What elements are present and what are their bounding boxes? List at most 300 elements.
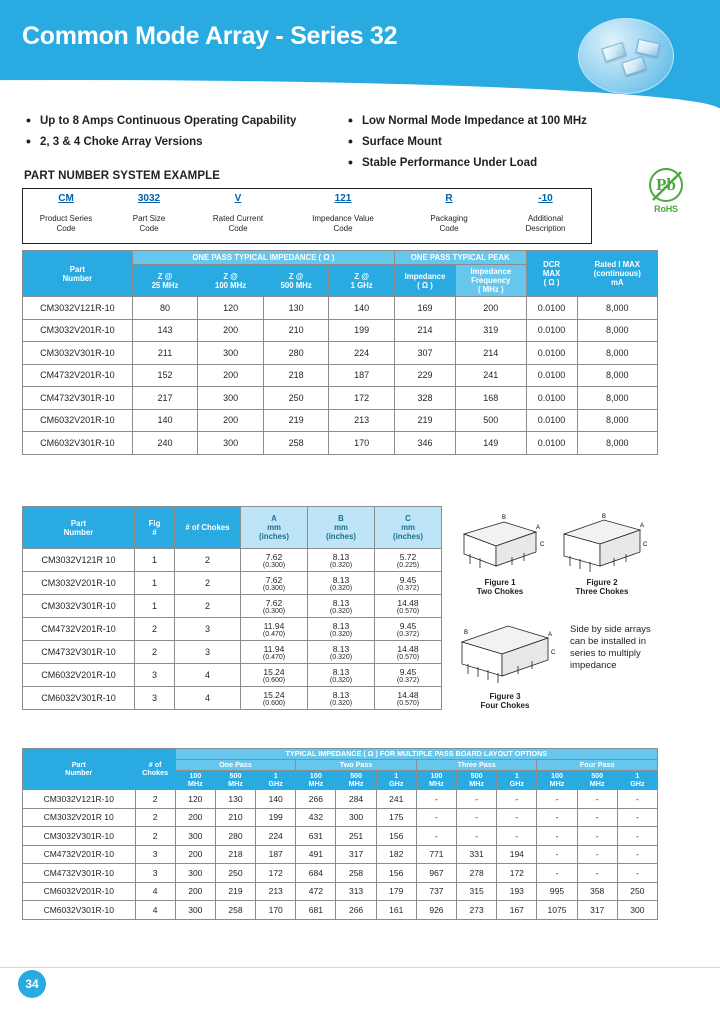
col-freq-500mhz: 500 MHz — [215, 771, 255, 790]
table-row — [23, 387, 658, 410]
cell-value: 8,000 — [577, 297, 657, 320]
cell-value: 300 — [336, 808, 376, 827]
table-row — [23, 882, 658, 901]
cell-value: 319 — [456, 319, 527, 342]
cell-part-number: CM4732V301R-10 — [23, 641, 135, 664]
cell-part-number: CM4732V201R-10 — [23, 845, 136, 864]
cell-value: 684 — [296, 864, 336, 883]
cell-value: 130 — [215, 790, 255, 809]
figures-area — [448, 506, 660, 736]
col-part-number: Part Number — [23, 251, 133, 297]
cell-value: 187 — [256, 845, 296, 864]
cell-value: 0.0100 — [526, 297, 577, 320]
cell-value: 8,000 — [577, 319, 657, 342]
cell-value: 300 — [198, 342, 264, 365]
cell-value: 179 — [376, 882, 416, 901]
cell-value: 2 — [175, 549, 241, 572]
svg-text:A: A — [548, 632, 553, 638]
cell-value: - — [497, 808, 537, 827]
table3-title: TYPICAL IMPEDANCE ( Ω ) FOR MULTIPLE PASS BOARD LAYOUT OPTIONS — [175, 749, 657, 760]
table-row — [23, 864, 658, 883]
cell-value: - — [617, 864, 657, 883]
cell-dimension: 15.24 (0.600) — [241, 664, 308, 687]
figure-1-caption — [456, 578, 544, 596]
cell-value: 172 — [329, 387, 395, 410]
cell-value: 213 — [329, 409, 395, 432]
cell-value: 219 — [263, 409, 329, 432]
pn-code: R — [445, 193, 453, 204]
table-row — [23, 687, 442, 710]
col-freq-500mhz: 500 MHz — [336, 771, 376, 790]
table-row — [23, 319, 658, 342]
cell-value: - — [416, 790, 456, 809]
cell-value: - — [577, 790, 617, 809]
cell-part-number: CM3032V301R-10 — [23, 827, 136, 846]
cell-value: 300 — [617, 901, 657, 920]
table-row — [23, 409, 658, 432]
col-num-chokes: # of Chokes — [175, 507, 241, 549]
cell-value: - — [537, 845, 577, 864]
pn-label: Part Size Code — [132, 214, 166, 233]
table-row — [23, 641, 442, 664]
cell-value: 214 — [394, 319, 455, 342]
cell-value: 1075 — [537, 901, 577, 920]
figure-3-caption — [456, 692, 554, 710]
cell-value: - — [617, 808, 657, 827]
cell-value: 200 — [198, 319, 264, 342]
cell-value: 2 — [135, 790, 175, 809]
figure-3-sub: Four Chokes — [480, 701, 530, 710]
cell-value: 172 — [497, 864, 537, 883]
cell-value: 2 — [135, 641, 175, 664]
cell-value: 199 — [256, 808, 296, 827]
cell-value: 210 — [263, 319, 329, 342]
figure-1-sub: Two Chokes — [476, 587, 524, 596]
pn-cell-packaging — [399, 189, 499, 243]
table-header-row — [23, 507, 442, 549]
side-note-text: Side by side arrays can be installed in series to multiply impedance — [570, 624, 651, 671]
cell-value: 194 — [497, 845, 537, 864]
cell-value: - — [577, 845, 617, 864]
cell-value: - — [617, 827, 657, 846]
cell-value: 967 — [416, 864, 456, 883]
cell-value: 300 — [198, 432, 264, 455]
cell-value: 0.0100 — [526, 387, 577, 410]
cell-value: 273 — [457, 901, 497, 920]
rohs-label: RoHS — [654, 204, 678, 214]
table-row — [23, 618, 442, 641]
figure-2-name: Figure 2 — [586, 578, 618, 587]
cell-value: 432 — [296, 808, 336, 827]
col-peak-impedance: Impedance ( Ω ) — [394, 265, 455, 297]
cell-value: 175 — [376, 808, 416, 827]
cell-value: 80 — [132, 297, 198, 320]
cell-value: 317 — [577, 901, 617, 920]
cell-value: 200 — [175, 882, 215, 901]
cell-value: 219 — [215, 882, 255, 901]
table-row — [23, 790, 658, 809]
table-row — [23, 808, 658, 827]
cell-value: 4 — [175, 664, 241, 687]
cell-value: 300 — [175, 901, 215, 920]
cell-value: - — [577, 864, 617, 883]
cell-part-number: CM6032V301R-10 — [23, 687, 135, 710]
svg-text:B: B — [502, 515, 507, 521]
cell-value: 3 — [175, 618, 241, 641]
pn-code: -10 — [538, 193, 553, 204]
cell-value: - — [537, 808, 577, 827]
chip-shape — [621, 56, 646, 76]
col-dim-a: A mm (inches) — [241, 507, 308, 549]
page-number: 34 — [18, 970, 46, 998]
table-row — [23, 664, 442, 687]
pn-code: CM — [58, 193, 74, 204]
cell-value: 170 — [256, 901, 296, 920]
cell-value: 284 — [336, 790, 376, 809]
cell-part-number: CM6032V301R-10 — [23, 901, 136, 920]
cell-value: - — [537, 827, 577, 846]
cell-value: 200 — [198, 364, 264, 387]
cell-value: 200 — [175, 845, 215, 864]
figure-1-name: Figure 1 — [484, 578, 516, 587]
cell-value: 500 — [456, 409, 527, 432]
cell-value: 219 — [394, 409, 455, 432]
cell-value: 172 — [256, 864, 296, 883]
cell-value: - — [457, 827, 497, 846]
svg-text:C: C — [540, 542, 545, 548]
svg-text:A: A — [536, 525, 541, 531]
cell-value: 300 — [198, 387, 264, 410]
cell-dimension: 9.45 (0.372) — [375, 618, 442, 641]
cell-value: 210 — [215, 808, 255, 827]
cell-value: 250 — [617, 882, 657, 901]
cell-dimension: 14.48 (0.570) — [375, 687, 442, 710]
cell-value: - — [497, 827, 537, 846]
cell-value: 161 — [376, 901, 416, 920]
cell-dimension: 8.13 (0.320) — [308, 549, 375, 572]
cell-value: 8,000 — [577, 409, 657, 432]
cell-value: 358 — [577, 882, 617, 901]
cell-value: 681 — [296, 901, 336, 920]
pn-code: 3032 — [137, 193, 161, 204]
svg-text:C: C — [551, 650, 556, 656]
cell-value: - — [497, 790, 537, 809]
cell-value: 491 — [296, 845, 336, 864]
product-photo — [578, 18, 674, 94]
cell-value: - — [457, 790, 497, 809]
cell-value: 737 — [416, 882, 456, 901]
cell-value: 182 — [376, 845, 416, 864]
cell-value: 300 — [175, 827, 215, 846]
cell-value: 317 — [336, 845, 376, 864]
bullets-left-column — [24, 114, 354, 156]
cell-dimension: 15.24 (0.600) — [241, 687, 308, 710]
pn-label: Additional Description — [525, 214, 566, 233]
cell-value: 995 — [537, 882, 577, 901]
cell-dimension: 7.62 (0.300) — [241, 549, 308, 572]
cell-part-number: CM4732V301R-10 — [23, 864, 136, 883]
table-row — [23, 549, 442, 572]
table-row — [23, 572, 442, 595]
col-freq-100mhz: 100 MHz — [416, 771, 456, 790]
cell-value: 241 — [376, 790, 416, 809]
cell-value: 149 — [456, 432, 527, 455]
table2-body — [23, 549, 442, 710]
impedance-table — [22, 250, 658, 455]
table-row — [23, 845, 658, 864]
figure-3-name: Figure 3 — [489, 692, 521, 701]
col-freq-1ghz: 1 GHz — [256, 771, 296, 790]
cell-value: - — [416, 808, 456, 827]
pn-cell-series — [23, 189, 109, 243]
cell-value: 8,000 — [577, 364, 657, 387]
cell-part-number: CM3032V201R-10 — [23, 572, 135, 595]
cell-value: - — [416, 827, 456, 846]
group-three-pass: Three Pass — [416, 760, 537, 771]
cell-dimension: 9.45 (0.372) — [375, 664, 442, 687]
cell-value: 300 — [175, 864, 215, 883]
cell-value: 218 — [263, 364, 329, 387]
cell-value: 241 — [456, 364, 527, 387]
cell-part-number: CM6032V301R-10 — [23, 432, 133, 455]
cell-value: 240 — [132, 432, 198, 455]
part-number-example-box — [22, 188, 592, 244]
cell-part-number: CM4732V201R-10 — [23, 364, 133, 387]
cell-value: 0.0100 — [526, 319, 577, 342]
table-row — [23, 827, 658, 846]
cell-value: 8,000 — [577, 387, 657, 410]
cell-value: 217 — [132, 387, 198, 410]
bullet-item: • Surface Mount — [346, 135, 696, 149]
cell-value: 2 — [135, 827, 175, 846]
cell-dimension: 9.45 (0.372) — [375, 572, 442, 595]
cell-dimension: 8.13 (0.320) — [308, 664, 375, 687]
figure-3-drawing — [452, 618, 562, 690]
cell-value: 200 — [198, 409, 264, 432]
pn-label: Packaging Code — [430, 214, 468, 233]
cell-part-number: CM6032V201R-10 — [23, 409, 133, 432]
cell-value: 250 — [263, 387, 329, 410]
pn-cell-additional — [499, 189, 592, 243]
cell-dimension: 11.94 (0.470) — [241, 618, 308, 641]
col-num-chokes: # of Chokes — [135, 749, 175, 790]
cell-part-number: CM4732V301R-10 — [23, 387, 133, 410]
cell-dimension: 8.13 (0.320) — [308, 618, 375, 641]
cell-dimension: 14.48 (0.570) — [375, 595, 442, 618]
multi-pass-table — [22, 748, 658, 920]
cell-value: - — [577, 808, 617, 827]
cell-value: 130 — [263, 297, 329, 320]
group-one-pass-impedance: ONE PASS TYPICAL IMPEDANCE ( Ω ) — [132, 251, 394, 265]
cell-value: 2 — [175, 572, 241, 595]
cell-part-number: CM6032V201R-10 — [23, 664, 135, 687]
col-peak-frequency: Impedance Frequency ( MHz ) — [456, 265, 527, 297]
cell-value: 315 — [457, 882, 497, 901]
svg-text:A: A — [640, 523, 645, 529]
cell-value: 224 — [256, 827, 296, 846]
bullet-item: • Up to 8 Amps Continuous Operating Capability — [24, 114, 354, 128]
table-row — [23, 901, 658, 920]
pn-label: Product Series Code — [39, 214, 93, 233]
cell-value: 2 — [175, 595, 241, 618]
cell-value: 313 — [336, 882, 376, 901]
cell-value: 0.0100 — [526, 342, 577, 365]
cell-value: 278 — [457, 864, 497, 883]
cell-value: 211 — [132, 342, 198, 365]
table3-body — [23, 790, 658, 920]
cell-value: 258 — [336, 864, 376, 883]
cell-part-number: CM6032V201R-10 — [23, 882, 136, 901]
bullet-item: • Stable Performance Under Load — [346, 156, 696, 170]
cell-value: 258 — [263, 432, 329, 455]
col-z-1ghz: Z @ 1 GHz — [329, 265, 395, 297]
col-z-100mhz: Z @ 100 MHz — [198, 265, 264, 297]
cell-value: 280 — [215, 827, 255, 846]
col-freq-100mhz: 100 MHz — [175, 771, 215, 790]
pn-code: V — [234, 193, 242, 204]
col-freq-1ghz: 1 GHz — [617, 771, 657, 790]
cell-value: 346 — [394, 432, 455, 455]
col-freq-500mhz: 500 MHz — [457, 771, 497, 790]
cell-part-number: CM3032V121R-10 — [23, 790, 136, 809]
cell-value: 266 — [336, 901, 376, 920]
bullet-item: • 2, 3 & 4 Choke Array Versions — [24, 135, 354, 149]
cell-value: 229 — [394, 364, 455, 387]
cell-value: 4 — [175, 687, 241, 710]
cell-dimension: 8.13 (0.320) — [308, 595, 375, 618]
cell-value: 8,000 — [577, 342, 657, 365]
col-freq-500mhz: 500 MHz — [577, 771, 617, 790]
pn-cell-impedance — [287, 189, 399, 243]
group-four-pass: Four Pass — [537, 760, 658, 771]
page-title: Common Mode Array - Series 32 — [22, 22, 398, 50]
cell-value: 213 — [256, 882, 296, 901]
cell-value: 4 — [135, 901, 175, 920]
cell-dimension: 7.62 (0.300) — [241, 572, 308, 595]
cell-value: 200 — [456, 297, 527, 320]
chip-shape — [601, 42, 626, 62]
pn-code: 121 — [334, 193, 352, 204]
cell-value: 1 — [135, 572, 175, 595]
cell-part-number: CM3032V121R 10 — [23, 549, 135, 572]
cell-value: 156 — [376, 827, 416, 846]
col-dim-b: B mm (inches) — [308, 507, 375, 549]
col-z-500mhz: Z @ 500 MHz — [263, 265, 329, 297]
cell-dimension: 5.72 (0.225) — [375, 549, 442, 572]
cell-dimension: 7.62 (0.300) — [241, 595, 308, 618]
cell-value: 140 — [132, 409, 198, 432]
cell-value: 214 — [456, 342, 527, 365]
chip-shape — [636, 39, 660, 57]
cell-value: 168 — [456, 387, 527, 410]
figure-2-drawing — [554, 512, 650, 576]
bullet-item: • Low Normal Mode Impedance at 100 MHz — [346, 114, 696, 128]
cell-value: 170 — [329, 432, 395, 455]
table-header-row — [23, 251, 658, 265]
figure-2-caption — [558, 578, 646, 596]
group-one-pass: One Pass — [175, 760, 296, 771]
cell-value: - — [537, 864, 577, 883]
cell-value: 8,000 — [577, 432, 657, 455]
cell-part-number: CM3032V301R-10 — [23, 342, 133, 365]
page-header — [0, 0, 720, 108]
table-row — [23, 432, 658, 455]
cell-value: 140 — [256, 790, 296, 809]
cell-value: 266 — [296, 790, 336, 809]
cell-value: 1 — [135, 549, 175, 572]
rohs-badge — [636, 168, 696, 230]
cell-value: 1 — [135, 595, 175, 618]
cell-value: 3 — [135, 845, 175, 864]
cell-value: 631 — [296, 827, 336, 846]
table-row — [23, 595, 442, 618]
cell-value: 193 — [497, 882, 537, 901]
cell-dimension: 8.13 (0.320) — [308, 641, 375, 664]
cell-value: 307 — [394, 342, 455, 365]
cell-value: 224 — [329, 342, 395, 365]
cell-value: 3 — [135, 687, 175, 710]
cell-value: 0.0100 — [526, 432, 577, 455]
cell-part-number: CM3032V201R-10 — [23, 319, 133, 342]
table3-title-row — [23, 749, 658, 760]
figure-1-drawing — [452, 512, 548, 576]
col-figure: Fig # — [135, 507, 175, 549]
cell-value: 4 — [135, 882, 175, 901]
col-freq-1ghz: 1 GHz — [376, 771, 416, 790]
cell-value: 169 — [394, 297, 455, 320]
pb-icon: Pb — [649, 168, 683, 202]
pn-label: Rated Current Code — [212, 214, 264, 233]
table1-body — [23, 297, 658, 455]
section-title: PART NUMBER SYSTEM EXAMPLE — [24, 170, 220, 182]
table-row — [23, 297, 658, 320]
cell-value: 250 — [215, 864, 255, 883]
table-row — [23, 364, 658, 387]
cell-value: 331 — [457, 845, 497, 864]
cell-value: 140 — [329, 297, 395, 320]
dimensions-table — [22, 506, 442, 710]
table-row — [23, 342, 658, 365]
cell-value: 218 — [215, 845, 255, 864]
cell-value: - — [457, 808, 497, 827]
cell-value: 3 — [175, 641, 241, 664]
cell-value: 258 — [215, 901, 255, 920]
svg-text:B: B — [602, 514, 607, 520]
col-dcr-max: DCR MAX ( Ω ) — [526, 251, 577, 297]
pn-cell-size — [109, 189, 189, 243]
cell-value: 143 — [132, 319, 198, 342]
cell-part-number: CM3032V201R 10 — [23, 808, 136, 827]
pn-label: Impedance Value Code — [312, 214, 374, 233]
cell-value: 3 — [135, 664, 175, 687]
cell-value: 328 — [394, 387, 455, 410]
cell-value: 2 — [135, 808, 175, 827]
cell-value: 251 — [336, 827, 376, 846]
cell-value: - — [617, 790, 657, 809]
cell-value: 472 — [296, 882, 336, 901]
pn-cell-current — [189, 189, 287, 243]
cell-part-number: CM3032V301R-10 — [23, 595, 135, 618]
footer-divider — [0, 967, 720, 968]
cell-dimension: 14.48 (0.570) — [375, 641, 442, 664]
col-dim-c: C mm (inches) — [375, 507, 442, 549]
col-freq-100mhz: 100 MHz — [537, 771, 577, 790]
col-freq-1ghz: 1 GHz — [497, 771, 537, 790]
col-part-number: Part Number — [23, 749, 136, 790]
cell-value: 926 — [416, 901, 456, 920]
group-one-pass-peak: ONE PASS TYPICAL PEAK — [394, 251, 526, 265]
group-two-pass: Two Pass — [296, 760, 417, 771]
